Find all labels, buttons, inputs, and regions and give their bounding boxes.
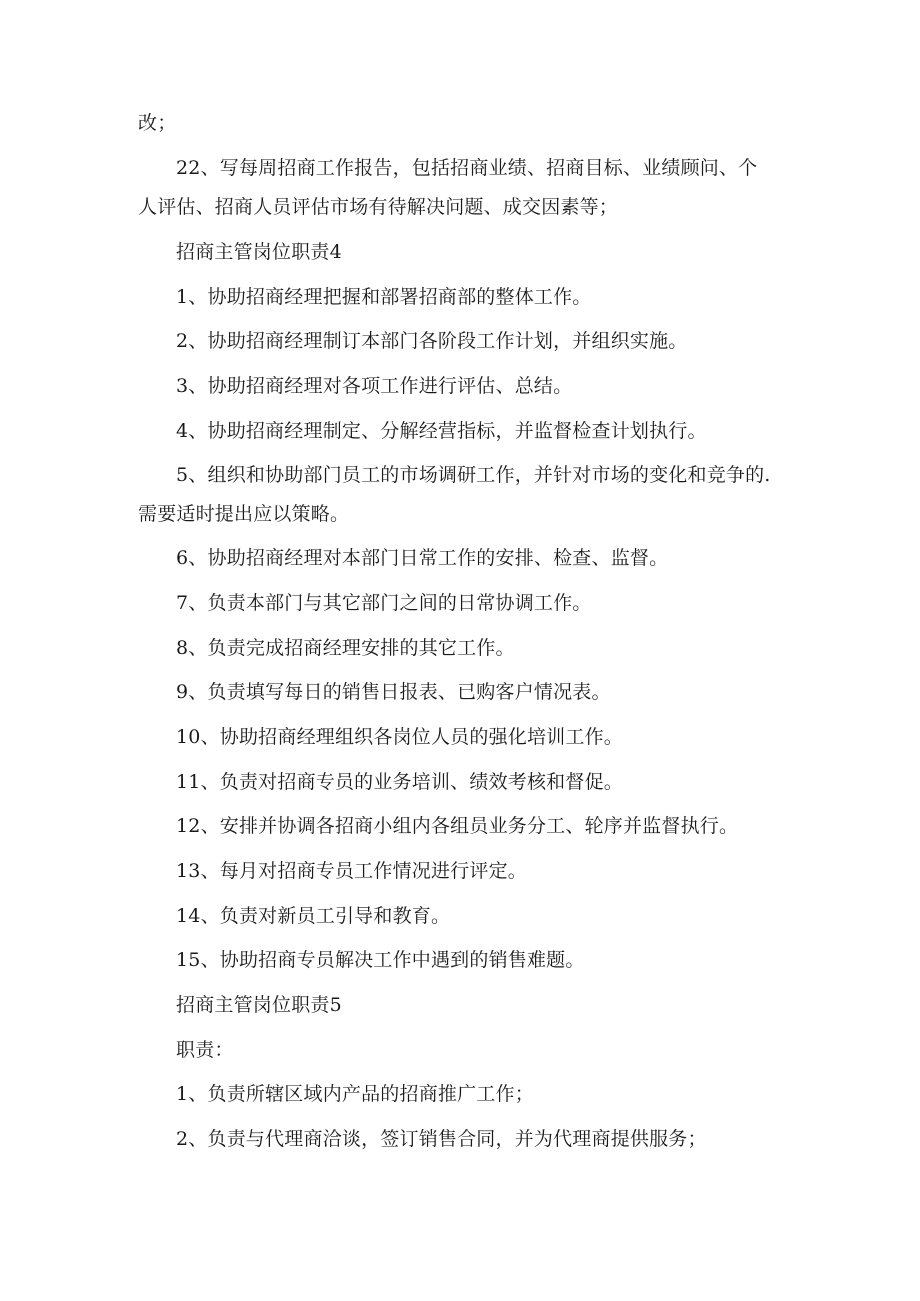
text-line-duty-1: 1、负责所辖区域内产品的招商推广工作； bbox=[176, 1083, 534, 1105]
text-line-item-5: 5、组织和协助部门员工的市场调研工作，并针对市场的变化和竞争的. bbox=[176, 464, 771, 486]
text-line-duty-2: 2、负责与代理商洽谈，签订销售合同，并为代理商提供服务； bbox=[176, 1128, 707, 1150]
text-line-item-22: 22、写每周招商工作报告，包括招商业绩、招商目标、业绩顾问、个 bbox=[176, 157, 758, 179]
text-line-item-1: 1、协助招商经理把握和部署招商部的整体工作。 bbox=[176, 286, 592, 308]
text-line-item-14: 14、负责对新员工引导和教育。 bbox=[176, 905, 451, 927]
text-line-item-22-cont: 人评估、招商人员评估市场有待解决问题、成交因素等； bbox=[138, 196, 619, 218]
text-line-item-9: 9、负责填写每日的销售日报表、已购客户情况表。 bbox=[176, 681, 611, 703]
text-line-item-11: 11、负责对招商专员的业务培训、绩效考核和督促。 bbox=[176, 771, 623, 793]
text-line-item-13: 13、每月对招商专员工作情况进行评定。 bbox=[176, 860, 527, 882]
section-heading-5: 招商主管岗位职责5 bbox=[176, 994, 342, 1016]
section-heading-4: 招商主管岗位职责4 bbox=[176, 241, 342, 263]
text-line-continuation: 改； bbox=[138, 112, 177, 134]
subheading-duties: 职责： bbox=[176, 1039, 234, 1061]
text-line-item-15: 15、协助招商专员解决工作中遇到的销售难题。 bbox=[176, 949, 585, 971]
text-line-item-12: 12、安排并协调各招商小组内各组员业务分工、轮序并监督执行。 bbox=[176, 815, 739, 837]
text-line-item-10: 10、协助招商经理组织各岗位人员的强化培训工作。 bbox=[176, 726, 623, 748]
text-line-item-8: 8、负责完成招商经理安排的其它工作。 bbox=[176, 637, 515, 659]
text-line-item-4: 4、协助招商经理制定、分解经营指标，并监督检查计划执行。 bbox=[176, 420, 707, 442]
text-line-item-5-cont: 需要适时提出应以策略。 bbox=[138, 503, 350, 525]
text-line-item-3: 3、协助招商经理对各项工作进行评估、总结。 bbox=[176, 375, 573, 397]
text-line-item-6: 6、协助招商经理对本部门日常工作的安排、检查、监督。 bbox=[176, 547, 669, 569]
text-line-item-2: 2、协助招商经理制订本部门各阶段工作计划，并组织实施。 bbox=[176, 330, 688, 352]
text-line-item-7: 7、负责本部门与其它部门之间的日常协调工作。 bbox=[176, 592, 592, 614]
